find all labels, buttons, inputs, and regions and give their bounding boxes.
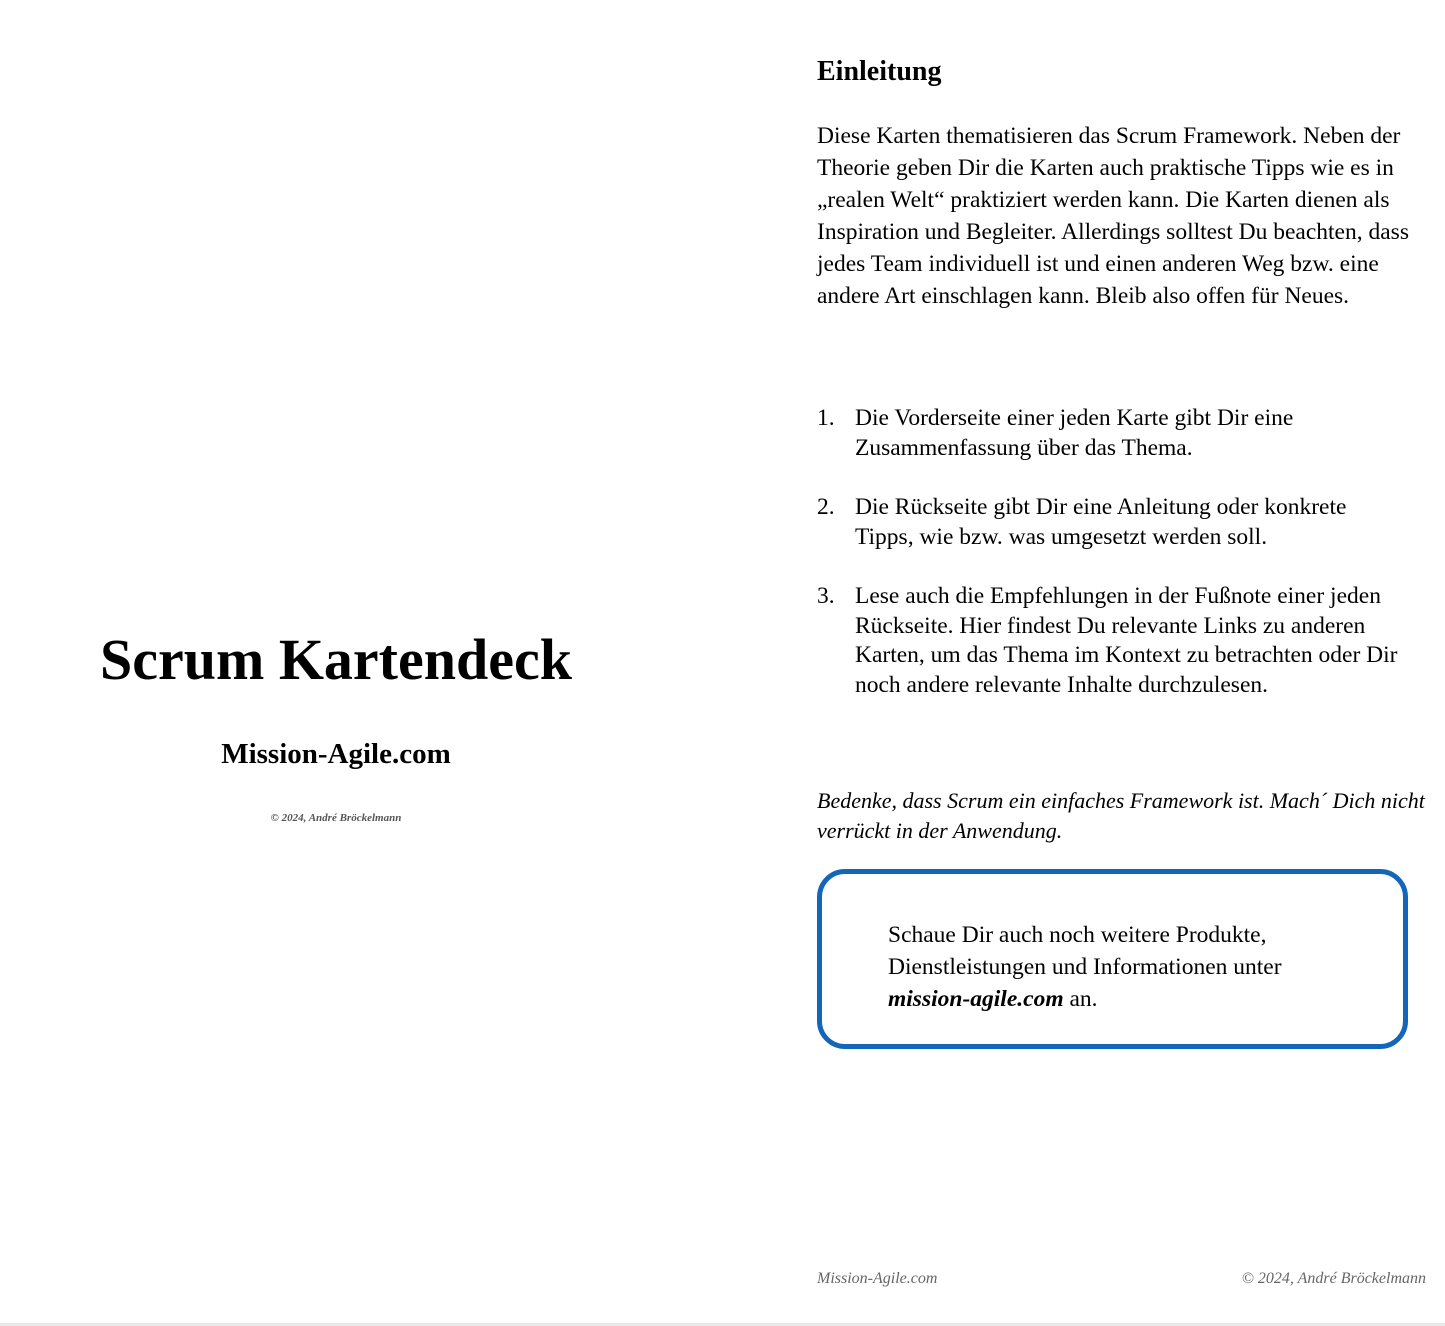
section-heading: Einleitung (817, 56, 942, 87)
step-text: Lese auch die Empfehlungen in der Fußnote einer jeden Rückseite. Hier findest Du relevante Links zu anderen Karten, um das Thema im Kontext zu betrachten oder Dir noch andere relevante Inhalte durchzulesen. (855, 583, 1398, 698)
cover-subtitle: Mission-Agile.com (221, 738, 451, 770)
list-item (817, 493, 1407, 552)
info-text-after: an. (1063, 986, 1098, 1012)
step-number: 1. (817, 405, 835, 431)
step-number: 3. (817, 583, 835, 609)
list-item (817, 582, 1407, 700)
note-text: Bedenke, dass Scrum ein einfaches Framework ist. Mach´ Dich nicht verrückt in der Anwendung. (817, 788, 1425, 843)
info-text-before: Schaue Dir auch noch weitere Produkte, Dienstleistungen und Informationen unter (888, 922, 1282, 980)
website-link[interactable]: mission-agile.com (888, 986, 1064, 1012)
info-text (888, 919, 1368, 1015)
intro-paragraph: Diese Karten thematisieren das Scrum Framework. Neben der Theorie geben Dir die Karten auch praktische Tipps wie es in „realen Welt“ praktiziert werden kann. Die Karten dienen als Inspiration und Begleiter. Allerdings solltest Du beachten, dass jedes Team individuell ist und einen anderen Weg bzw. eine andere Art einschlagen kann. Bleib also offen für Neues. (817, 123, 1409, 309)
step-number: 2. (817, 494, 835, 520)
cover-copyright: © 2024, André Bröckelmann (270, 812, 402, 824)
step-text: Die Rückseite gibt Dir eine Anleitung oder konkrete Tipps, wie bzw. was umgesetzt werden soll. (855, 494, 1347, 550)
step-text: Die Vorderseite einer jeden Karte gibt Dir eine Zusammenfassung über das Thema. (855, 405, 1294, 461)
list-item (817, 404, 1407, 463)
steps-list (817, 404, 1407, 730)
cover-title: Scrum Kartendeck (100, 627, 572, 692)
footer-website: Mission-Agile.com (817, 1270, 938, 1287)
info-box (817, 869, 1408, 1049)
footer-copyright: © 2024, André Bröckelmann (1241, 1270, 1426, 1287)
